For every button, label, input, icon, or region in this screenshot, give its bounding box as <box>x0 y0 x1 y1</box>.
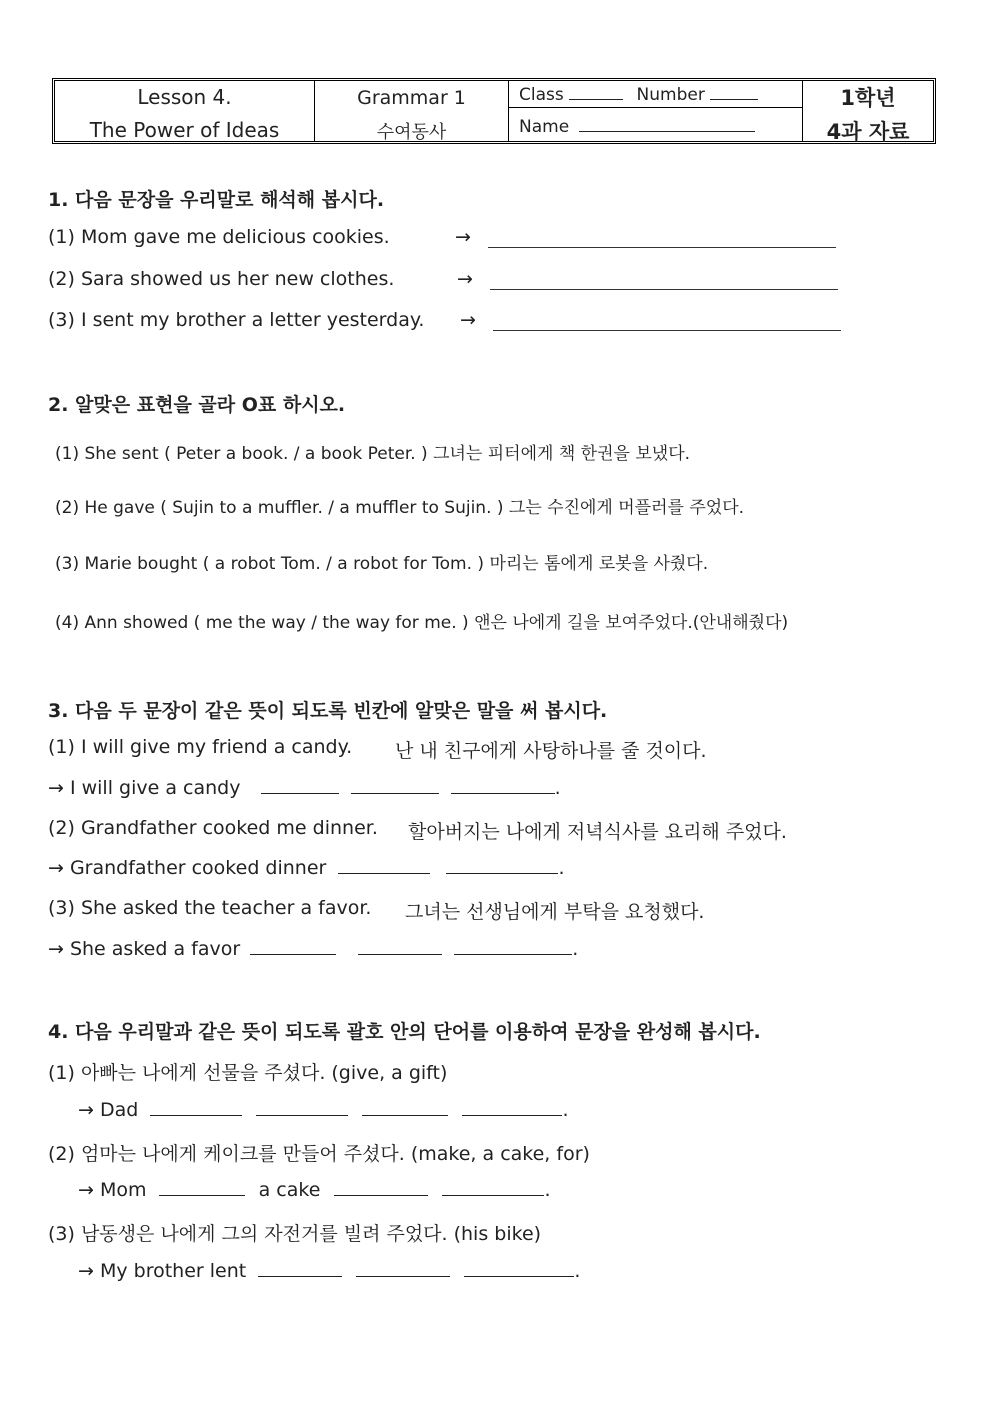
s3-question-2-kr: 할아버지는 나에게 저녁식사를 요리해 주었다. <box>408 821 787 843</box>
blank[interactable] <box>446 857 558 874</box>
s3-question-2: (2) Grandfather cooked me dinner. <box>48 817 378 839</box>
s1-item-3: (3) I sent my brother a letter yesterday. <box>48 309 425 331</box>
blank[interactable] <box>258 1260 342 1277</box>
class-field <box>519 83 758 105</box>
s3-answer-1-text: → I will give a candy <box>48 777 241 799</box>
s2-item-1[interactable]: (1) She sent ( Peter a book. / a book Peter. ) 그녀는 피터에게 책 한권을 보냈다. <box>55 444 691 464</box>
blank[interactable] <box>454 938 572 955</box>
blank[interactable] <box>159 1179 245 1196</box>
blank[interactable] <box>256 1099 348 1116</box>
blank[interactable] <box>351 777 439 794</box>
s4-question-3: (3) 남동생은 나에게 그의 자전거를 빌려 주었다. (his bike) <box>48 1223 542 1245</box>
period: . <box>558 857 565 879</box>
grammar-label: Grammar 1 <box>357 87 466 109</box>
number-label: Number <box>636 85 705 105</box>
s2-item-2[interactable]: (2) He gave ( Sujin to a muffler. / a muffler to Sujin. ) 그는 수진에게 머플러를 주었다. <box>55 498 745 518</box>
blank[interactable] <box>358 938 442 955</box>
blank[interactable] <box>356 1260 450 1277</box>
name-field <box>519 115 755 137</box>
info-divider <box>509 107 802 108</box>
lesson-cell <box>55 81 315 141</box>
blank[interactable] <box>464 1260 574 1277</box>
s3-answer-1 <box>48 777 561 799</box>
s1-answer-line-3[interactable] <box>493 330 841 331</box>
grade-cell <box>803 81 933 144</box>
header-table <box>52 78 936 144</box>
section-4-title: 4. 다음 우리말과 같은 뜻이 되도록 괄호 안의 단어를 이용하여 문장을 완성해 봅시다. <box>48 1021 761 1043</box>
blank[interactable] <box>451 777 555 794</box>
material-label: 4과 자료 <box>826 120 910 144</box>
s3-answer-3-text: → She asked a favor <box>48 938 241 960</box>
section-2-title: 2. 알맞은 표현을 골라 O표 하시오. <box>48 394 346 416</box>
period: . <box>572 938 579 960</box>
section-3-title: 3. 다음 두 문장이 같은 뜻이 되도록 빈칸에 알맞은 말을 써 봅시다. <box>48 700 608 722</box>
number-blank[interactable] <box>710 83 758 100</box>
s4-answer-2-text: → Mom <box>78 1179 147 1201</box>
s1-item-1: (1) Mom gave me delicious cookies. <box>48 226 390 248</box>
s4-answer-2 <box>78 1179 551 1201</box>
s3-answer-3 <box>48 938 578 960</box>
s4-answer-1 <box>78 1099 569 1121</box>
s3-question-3-kr: 그녀는 선생님에게 부탁을 요청했다. <box>405 901 705 923</box>
lesson-number: Lesson 4. <box>137 85 232 109</box>
s4-question-2: (2) 엄마는 나에게 케이크를 만들어 주셨다. (make, a cake, for) <box>48 1143 590 1165</box>
grade-label: 1학년 <box>840 86 896 110</box>
s3-question-1: (1) I will give my friend a candy. <box>48 736 353 758</box>
s3-answer-2-text: → Grandfather cooked dinner <box>48 857 327 879</box>
name-blank[interactable] <box>579 115 755 132</box>
blank[interactable] <box>362 1099 448 1116</box>
s3-question-3: (3) She asked the teacher a favor. <box>48 897 372 919</box>
blank[interactable] <box>334 1179 428 1196</box>
blank[interactable] <box>261 777 339 794</box>
blank[interactable] <box>462 1099 562 1116</box>
blank[interactable] <box>250 938 336 955</box>
s4-answer-1-text: → Dad <box>78 1099 139 1121</box>
section-1-title: 1. 다음 문장을 우리말로 해석해 봅시다. <box>48 189 385 211</box>
s4-answer-2-mid: a cake <box>258 1179 321 1201</box>
grammar-cell <box>315 81 509 141</box>
s1-item-2: (2) Sara showed us her new clothes. <box>48 268 395 290</box>
name-label: Name <box>519 117 570 137</box>
grammar-topic: 수여동사 <box>376 122 447 143</box>
s4-answer-3 <box>78 1260 580 1282</box>
period: . <box>562 1099 569 1121</box>
s3-question-1-kr: 난 내 친구에게 사탕하나를 줄 것이다. <box>395 740 707 762</box>
s2-item-3[interactable]: (3) Marie bought ( a robot Tom. / a robot for Tom. ) 마리는 톰에게 로봇을 사줬다. <box>55 554 709 574</box>
class-blank[interactable] <box>569 83 623 100</box>
s4-question-1: (1) 아빠는 나에게 선물을 주셨다. (give, a gift) <box>48 1062 448 1084</box>
class-label: Class <box>519 85 564 105</box>
lesson-title: The Power of Ideas <box>89 118 280 142</box>
student-info-cell <box>509 81 803 141</box>
period: . <box>574 1260 581 1282</box>
blank[interactable] <box>150 1099 242 1116</box>
s1-answer-line-2[interactable] <box>490 289 838 290</box>
s3-answer-2 <box>48 857 564 879</box>
s1-arrow-2: → <box>457 268 473 290</box>
s1-arrow-1: → <box>455 226 471 248</box>
blank[interactable] <box>442 1179 544 1196</box>
s1-arrow-3: → <box>460 309 476 331</box>
period: . <box>544 1179 551 1201</box>
blank[interactable] <box>338 857 430 874</box>
period: . <box>554 777 561 799</box>
s1-answer-line-1[interactable] <box>488 247 836 248</box>
s2-item-4[interactable]: (4) Ann showed ( me the way / the way for me. ) 앤은 나에게 길을 보여주었다.(안내해줬다) <box>55 613 789 633</box>
s4-answer-3-text: → My brother lent <box>78 1260 247 1282</box>
